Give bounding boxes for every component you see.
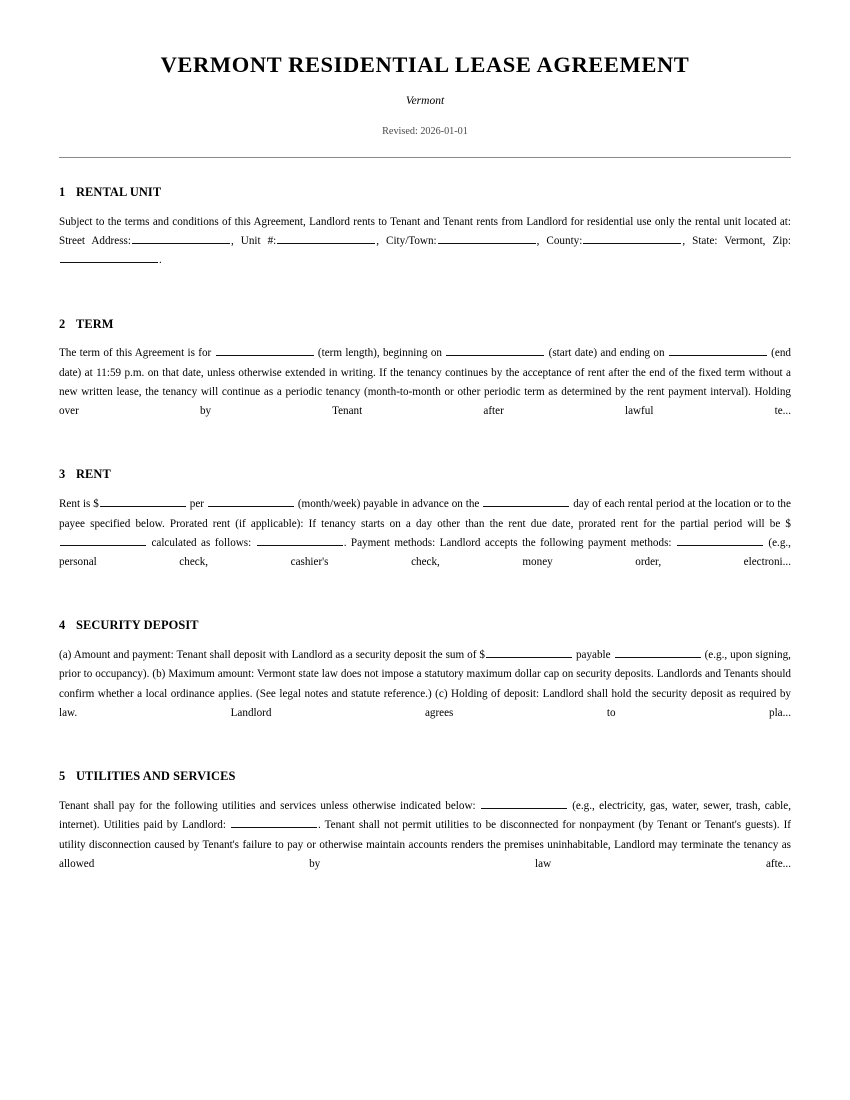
section-rental-unit (59, 158, 791, 290)
body-text: (start date) and ending on (548, 347, 665, 360)
section-title: RENTAL UNIT (76, 184, 162, 199)
body-text: , State: Vermont, Zip: (682, 234, 792, 247)
body-text: The term of this Agreement is for (59, 347, 212, 360)
street-address-blank[interactable] (132, 234, 230, 244)
body-text: (month/week) payable in advance on the (297, 498, 480, 511)
section-utilities-and-services (59, 742, 791, 893)
body-text: (term length), beginning on (317, 347, 442, 360)
payment-methods-blank[interactable] (677, 536, 763, 546)
body-text: payable (575, 649, 611, 662)
section-security-deposit (59, 591, 791, 742)
document-revision-date: Revised: 2026-01-01 (382, 125, 468, 137)
rent-due-day-blank[interactable] (483, 497, 569, 507)
body-text: per (189, 498, 204, 511)
unit-number-blank[interactable] (277, 234, 375, 244)
section-number: 4 (59, 618, 66, 633)
proration-calculation-blank[interactable] (257, 536, 343, 546)
section-number: 2 (59, 316, 66, 331)
rent-amount-blank[interactable] (100, 497, 186, 507)
body-text: . Payment methods: Landlord accepts the following payment methods: (343, 536, 672, 549)
county-blank[interactable] (583, 234, 681, 244)
body-text: calculated as follows: (151, 536, 252, 549)
body-text: Subject to the terms and conditions of this Agreement, Landlord rents to Tenant and Tenant rents from Landlord for residential use only the rental unit located at: Street Address: (59, 215, 791, 247)
section-body (59, 784, 791, 893)
section-heading (59, 591, 791, 633)
section-number: 5 (59, 769, 66, 784)
rent-period-blank[interactable] (208, 497, 294, 507)
section-title: UTILITIES AND SERVICES (76, 769, 236, 784)
section-heading (59, 290, 791, 332)
section-body (59, 482, 791, 591)
body-text: (e.g., personal check, cashier's check, money order, electroni... (59, 536, 791, 568)
section-heading (59, 742, 791, 784)
section-number: 1 (59, 184, 66, 199)
document-content (59, 0, 791, 893)
prorated-rent-blank[interactable] (60, 536, 146, 546)
deposit-payable-blank[interactable] (615, 648, 701, 658)
section-body (59, 633, 791, 742)
tenant-utilities-blank[interactable] (481, 799, 567, 809)
term-length-blank[interactable] (216, 346, 314, 356)
body-text: , City/Town: (376, 234, 437, 247)
section-heading (59, 440, 791, 482)
body-text: , County: (536, 234, 583, 247)
deposit-amount-blank[interactable] (486, 648, 572, 658)
body-text: Tenant shall pay for the following utilities and services unless otherwise indicated below: (59, 800, 476, 813)
section-number: 3 (59, 467, 66, 482)
body-text: (e.g., electricity, gas, water, sewer, trash, cable, internet). Utilities paid by Landlord: (59, 800, 791, 832)
body-text: . Tenant shall not permit utilities to be disconnected for nonpayment (by Tenant or Tenant's guests). If utility disconnection caused by Tenant's failure to pay or otherwise maintain accounts renders the premises uninhabitable, Landlord may terminate the tenancy as allowed by law afte... (59, 819, 791, 870)
section-title: TERM (76, 316, 114, 331)
body-text: (end date) at 11:59 p.m. on that date, unless otherwise extended in writing. If the tenancy continues by the acceptance of rent after the end of the fixed term without a new written lease, the tenancy will continue as a periodic tenancy (month-to-month or other periodic term as determined by the rent payment interval). Holding over by Tenant after lawful te... (59, 347, 791, 418)
section-heading (59, 158, 791, 200)
document-subtitle: Vermont (405, 94, 445, 107)
body-text: (e.g., upon signing, prior to occupancy). (b) Maximum amount: Vermont state law does not impose a statutory maximum dollar cap on security deposits. Landlords and Tenants should confirm whether a local ordinance applies. (See legal notes and statute reference.) (c) Holding of deposit: Landlord shall hold the security deposit as required by law. Landlord agrees to pla... (59, 649, 791, 719)
body-text: (a) Amount and payment: Tenant shall deposit with Landlord as a security deposit the sum of $ (59, 649, 485, 662)
body-text: . (159, 254, 162, 267)
city-town-blank[interactable] (438, 234, 536, 244)
start-date-blank[interactable] (446, 346, 544, 356)
page-title: VERMONT RESIDENTIAL LEASE AGREEMENT (160, 52, 690, 77)
body-text: , Unit #: (230, 234, 277, 247)
section-body (59, 200, 791, 290)
section-title: RENT (76, 467, 111, 482)
section-body (59, 331, 791, 440)
section-title: SECURITY DEPOSIT (76, 618, 199, 633)
body-text: day of each rental period at the location or to the payee specified below. Prorated rent (if applicable): If tenancy starts on a day other than the rent due date, prorated rent for the partial period will be $ (59, 498, 791, 530)
end-date-blank[interactable] (669, 346, 767, 356)
landlord-utilities-blank[interactable] (231, 818, 317, 828)
body-text: Rent is $ (59, 498, 99, 511)
zip-blank[interactable] (60, 253, 158, 263)
section-rent (59, 440, 791, 591)
section-term (59, 290, 791, 441)
